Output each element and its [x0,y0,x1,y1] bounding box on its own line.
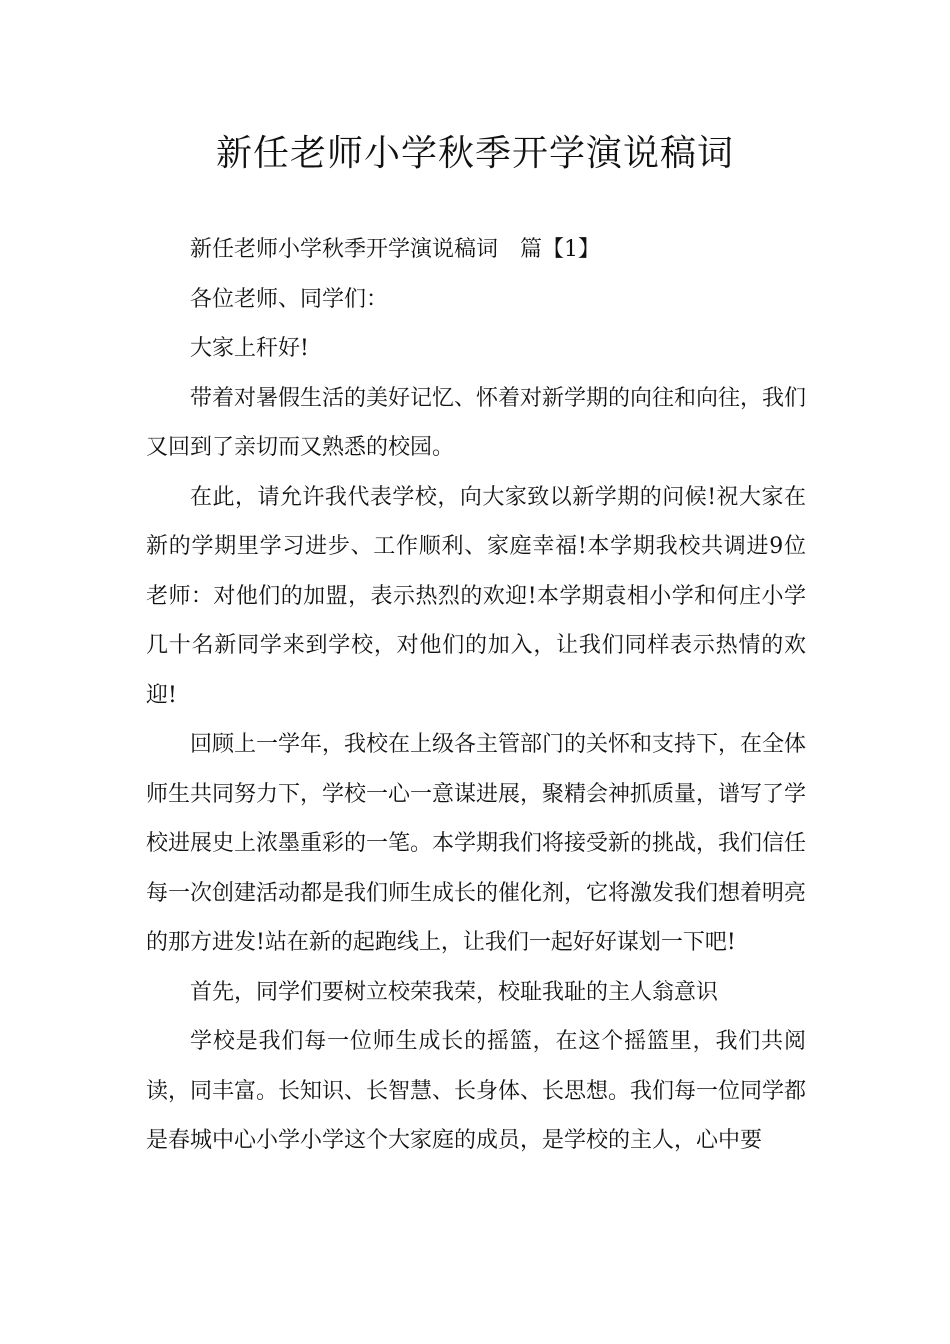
document-body [146,225,806,1166]
paragraph: 学校是我们每一位师生成长的摇篮，在这个摇篮里，我们共阅读，同丰富。长知识、长智慧、长身体、长思想。我们每一位同学都是春城中心小学小学这个大家庭的成员，是学校的主人，心中要 [146,1029,807,1153]
paragraph-salutation: 各位老师、同学们： [190,286,389,312]
paragraph: 在此，请允许我代表学校，向大家致以新学期的问候!祝大家在新的学期里学习进步、工作顺利、家庭幸福!本学期我校共调进9位老师：对他们的加盟，表示热烈的欢迎!本学期袁相小学和何庄小学几十名新同学来到学校，对他们的加入，让我们同样表示热情的欢迎! [146,484,806,708]
paragraph-heading: 新任老师小学秋季开学演说稿词 篇【1】 [190,237,600,262]
paragraph: 回顾上一学年，我校在上级各主管部门的关怀和支持下，在全体师生共同努力下，学校一心一意谋进展，聚精会神抓质量，谱写了学校进展史上浓墨重彩的一笔。本学期我们将接受新的挑战，我们信任每一次创建活动都是我们师生成长的催化剂，它将激发我们想着明亮的那方进发!站在新的起跑线上，让我们一起好好谋划一下吧! [146,732,807,955]
paragraph-subheading: 首先，同学们要树立校荣我荣，校耻我耻的主人翁意识 [190,979,719,1005]
paragraph-greeting: 大家上秆好! [190,336,309,361]
document-title: 新任老师小学秋季开学演说稿词 [215,133,734,174]
paragraph: 带着对暑假生活的美好记忆、怀着对新学期的向往和向往，我们又回到了亲切而又熟悉的校园。 [146,385,807,460]
